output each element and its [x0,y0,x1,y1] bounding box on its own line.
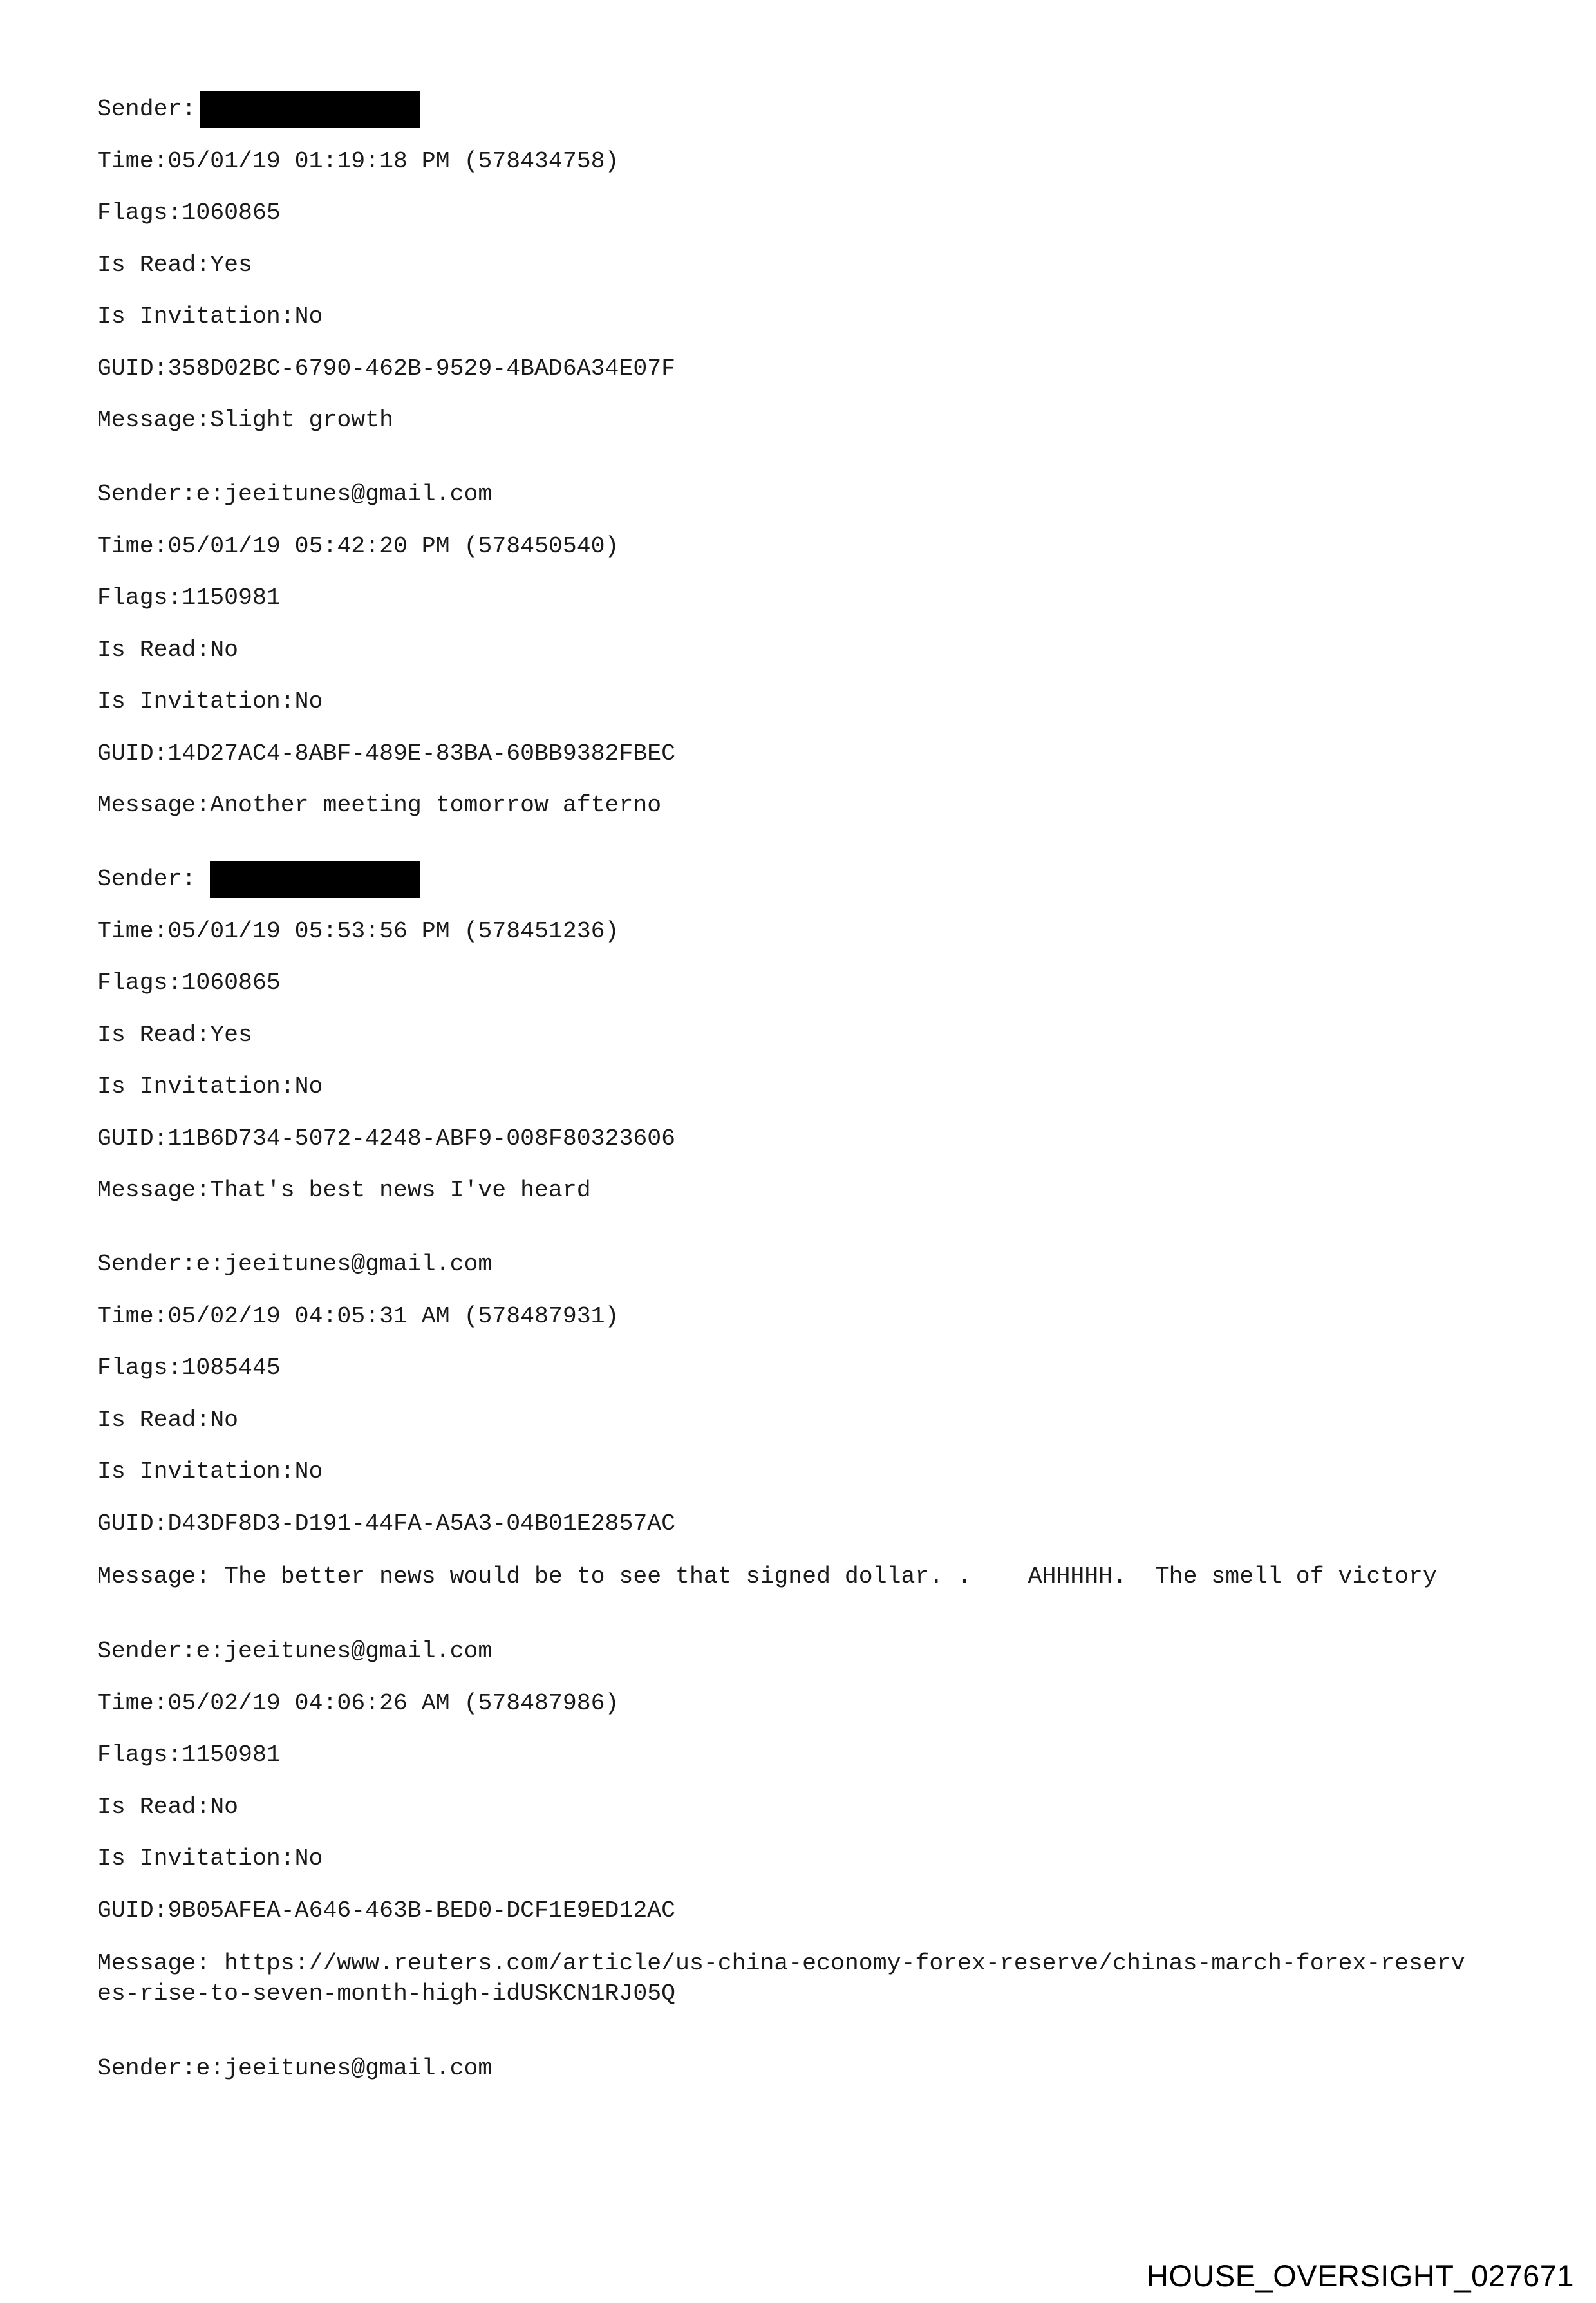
guid-line [97,740,1514,768]
time-value: 05/01/19 05:53:56 PM (578451236) [167,917,619,945]
is-invitation-label: Is Invitation: [97,1458,295,1485]
bates-number: HOUSE_OVERSIGHT_027671 [1146,2259,1574,2293]
is-invitation-line [97,1073,1514,1101]
is-read-line [97,251,1514,279]
time-line [97,1302,1514,1331]
is-read-label: Is Read: [97,1793,211,1820]
guid-value: 14D27AC4-8ABF-489E-83BA-60BB9382FBEC [167,740,676,767]
flags-value: 1150981 [182,1742,281,1768]
guid-value: D43DF8D3-D191-44FA-A5A3-04B01E2857AC [167,1510,676,1537]
message-label: Message: [97,1177,211,1203]
message-label: Message: [97,792,211,818]
guid-label: GUID: [97,1510,168,1537]
is-read-label: Is Read: [97,1406,211,1433]
is-invitation-value: No [294,1458,323,1485]
time-label: Time: [97,1302,168,1330]
sender-label: Sender: [97,1251,196,1277]
redaction-box [200,91,420,128]
sender-label: Sender: [97,96,196,122]
message-record [97,95,1514,435]
flags-value: 1085445 [182,1355,281,1381]
is-read-label: Is Read: [97,251,211,278]
is-read-line [97,1406,1514,1434]
message-line [97,1176,1514,1205]
flags-label: Flags: [97,1742,182,1768]
message-log [97,95,1514,2129]
flags-label: Flags: [97,200,182,226]
is-invitation-label: Is Invitation: [97,1845,295,1872]
time-line [97,1689,1514,1718]
time-value: 05/02/19 04:06:26 AM (578487986) [167,1689,619,1716]
message-line [97,406,1514,435]
flags-line [97,584,1514,612]
is-read-label: Is Read: [97,636,211,663]
is-invitation-label: Is Invitation: [97,1073,295,1100]
sender-line [97,865,1514,894]
time-value: 05/02/19 04:05:31 AM (578487931) [167,1302,619,1330]
guid-line [97,1510,1514,1538]
sender-value: e:jeeitunes@gmail.com [196,2055,493,2082]
is-read-value: Yes [210,1021,252,1048]
sender-line [97,95,1514,124]
sender-label: Sender: [97,2055,196,2082]
guid-line [97,355,1514,383]
flags-label: Flags: [97,1355,182,1381]
is-invitation-label: Is Invitation: [97,303,295,330]
flags-line [97,969,1514,997]
message-link: https://www.reuters.com/article/us-china-economy-forex-reserve/chinas-march-forex-reserves-rise-to-seven-month-high-idUSKCN1RJ05Q [97,1950,1465,2007]
is-invitation-value: No [294,688,323,715]
message-line [97,791,1514,820]
redaction-box [210,861,420,898]
time-value: 05/01/19 01:19:18 PM (578434758) [167,147,619,174]
guid-label: GUID: [97,740,168,767]
message-record-partial [97,2054,1514,2083]
message-value: That's best news I've heard [210,1177,591,1203]
is-read-line [97,1793,1514,1821]
guid-label: GUID: [97,1125,168,1152]
is-invitation-line [97,688,1514,716]
flags-value: 1060865 [182,970,281,996]
is-invitation-line [97,1458,1514,1486]
message-value: Slight growth [210,407,393,433]
is-read-label: Is Read: [97,1021,211,1048]
message-record [97,1637,1514,2009]
guid-value: 358D02BC-6790-462B-9529-4BAD6A34E07F [167,355,676,382]
message-record [97,865,1514,1205]
sender-line [97,480,1514,509]
message-line [97,1948,1475,2009]
guid-label: GUID: [97,1897,168,1924]
is-read-value: No [210,1793,239,1820]
message-label: Message: [97,1950,211,1977]
time-line [97,532,1514,561]
message-value: The better news would be to see that signed dollar. . AHHHHH. The smell of victory [224,1563,1437,1590]
time-label: Time: [97,917,168,945]
flags-value: 1060865 [182,200,281,226]
is-invitation-line [97,1845,1514,1873]
flags-line [97,1354,1514,1382]
time-value: 05/01/19 05:42:20 PM (578450540) [167,532,619,559]
flags-value: 1150981 [182,585,281,611]
message-value: Another meeting tomorrow afterno [210,792,662,818]
is-read-line [97,1021,1514,1049]
flags-line [97,1741,1514,1769]
guid-line [97,1897,1514,1925]
sender-value: e:jeeitunes@gmail.com [196,1251,493,1277]
message-record [97,1250,1514,1592]
sender-line [97,2054,1514,2083]
is-invitation-line [97,303,1514,331]
message-line [97,1561,1494,1592]
sender-label: Sender: [97,1638,196,1664]
sender-value: e:jeeitunes@gmail.com [196,1638,493,1664]
sender-line [97,1250,1514,1279]
is-invitation-label: Is Invitation: [97,688,295,715]
is-invitation-value: No [294,1845,323,1872]
is-invitation-value: No [294,303,323,330]
message-label: Message: [97,407,211,433]
is-invitation-value: No [294,1073,323,1100]
message-label: Message: [97,1563,211,1590]
is-read-line [97,636,1514,664]
is-read-value: No [210,636,239,663]
guid-label: GUID: [97,355,168,382]
time-label: Time: [97,147,168,174]
guid-value: 11B6D734-5072-4248-ABF9-008F80323606 [167,1125,676,1152]
time-label: Time: [97,1689,168,1716]
time-line [97,147,1514,176]
is-read-value: No [210,1406,239,1433]
time-label: Time: [97,532,168,559]
sender-label: Sender: [97,481,196,507]
sender-line [97,1637,1514,1666]
sender-label: Sender: [97,866,196,892]
flags-label: Flags: [97,970,182,996]
flags-label: Flags: [97,585,182,611]
message-record [97,480,1514,820]
guid-line [97,1125,1514,1153]
guid-value: 9B05AFEA-A646-463B-BED0-DCF1E9ED12AC [167,1897,676,1924]
is-read-value: Yes [210,251,252,278]
flags-line [97,199,1514,227]
time-line [97,917,1514,946]
sender-value: e:jeeitunes@gmail.com [196,481,493,507]
